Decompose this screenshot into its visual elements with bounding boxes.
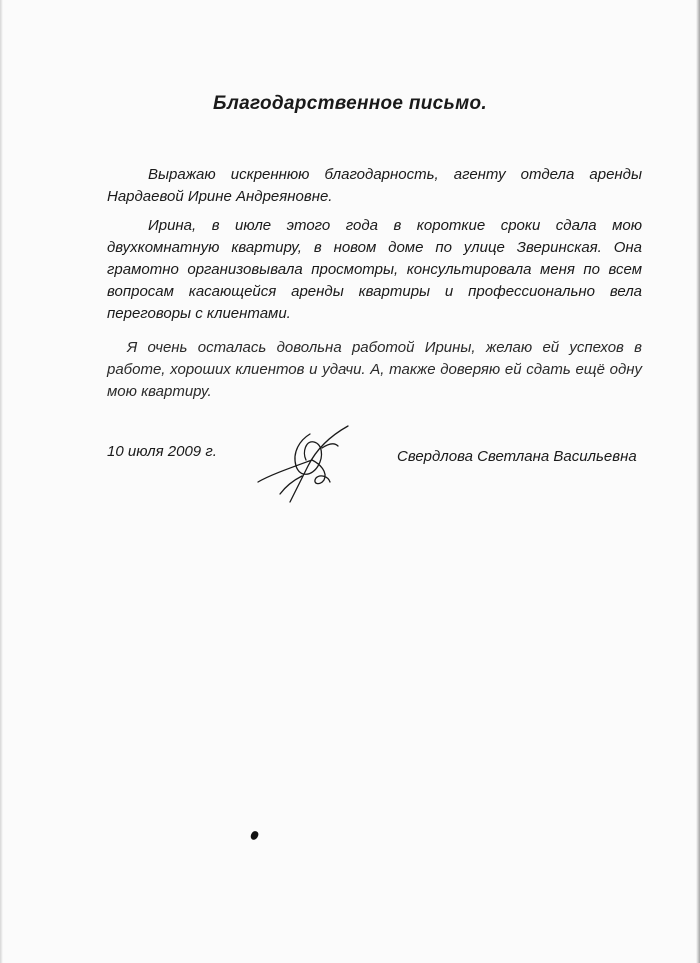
paragraph-details: Ирина, в июле этого года в короткие сроки сдала мою двухкомнатную квартиру, в новом доме по улице Зверинская. Она грамотно организовывала просмотры, консультировала меня по всем вопросам касающейся аренды квартиры и профессионально вела переговоры с клиентами.: [107, 217, 642, 322]
paragraph-gratitude: Выражаю искреннюю благодарность, агенту отдела аренды Нардаевой Ирине Андреяновне.: [107, 166, 642, 205]
letter-date: 10 июля 2009 г.: [107, 443, 217, 460]
signature-icon: [250, 420, 360, 510]
letter-title: Благодарственное письмо.: [213, 93, 487, 114]
paragraph-wishes: Я очень осталась довольна работой Ирины, желаю ей успехов в работе, хороших клиентов и удачи. А, также доверяю ей сдать ещё одну мою квартиру.: [107, 339, 642, 400]
signer-name: Свердлова Светлана Васильевна: [397, 448, 637, 465]
ink-blot: [250, 830, 260, 841]
scan-edge-left: [0, 0, 3, 963]
scan-edge-right: [696, 0, 700, 963]
